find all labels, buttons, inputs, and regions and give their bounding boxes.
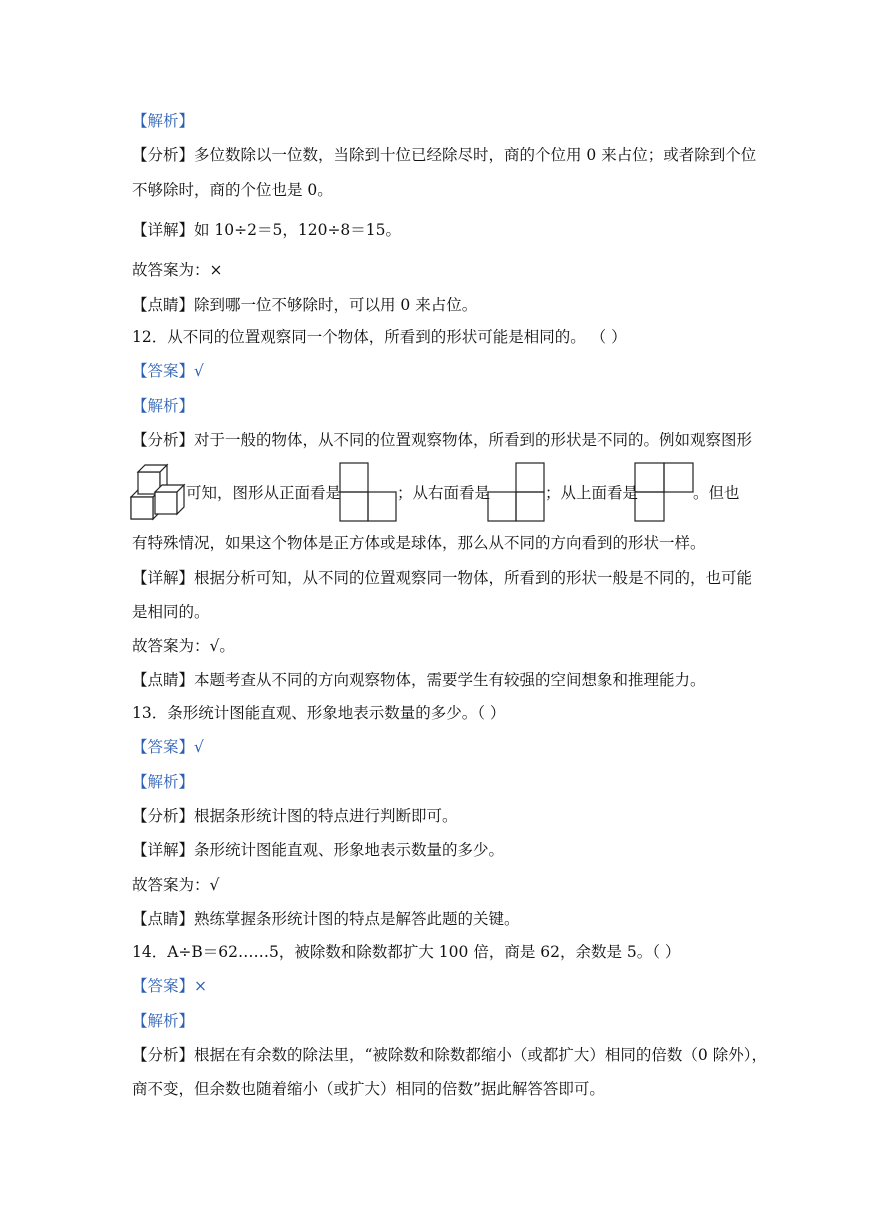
q14-analysis-line-2: 商不变，但余数也随着缩小（或扩大）相同的倍数”据此解答答即可。: [132, 1080, 605, 1098]
q13-question: 13．条形统计图能直观、形象地表示数量的多少。（ ）: [132, 704, 506, 722]
q12-analysis-line-3: 有特殊情况，如果这个物体是正方体或是球体，那么从不同的方向看到的形状一样。: [132, 534, 706, 552]
q14-answer-heading: 【答案】×: [132, 977, 207, 995]
right-view-figure: [487, 462, 545, 522]
q12-figure-text-b: ；从右面看是: [397, 484, 491, 502]
q14-question: 14．A÷B＝62……5，被除数和除数都扩大 100 倍，商是 62，余数是 5。（ ）: [132, 943, 681, 961]
q12-figure-text-a: 可知，图形从正面看是: [186, 484, 342, 502]
q11-key-point: 【点睛】除到哪一位不够除时，可以用 0 来占位。: [132, 296, 478, 314]
q12-jiexi-heading: 【解析】: [132, 397, 195, 415]
q12-analysis-line-1: 【分析】对于一般的物体，从不同的位置观察物体，所看到的形状是不同的。例如观察图形: [132, 431, 753, 449]
top-view-figure: [634, 462, 694, 522]
q11-analysis-line-1: 【分析】多位数除以一位数，当除到十位已经除尽时，商的个位用 0 来占位；或者除到个位: [132, 146, 757, 164]
q13-jiexi-heading: 【解析】: [132, 773, 195, 791]
q12-answer-heading: 【答案】√: [132, 362, 204, 380]
q12-answer: 故答案为：√。: [132, 637, 235, 655]
q12-question: 12．从不同的位置观察同一个物体，所看到的形状可能是相同的。 （ ）: [132, 328, 627, 346]
q12-detail-line-2: 是相同的。: [132, 603, 210, 621]
front-view-figure: [339, 462, 397, 522]
q12-detail-line-1: 【详解】根据分析可知，从不同的位置观察同一物体，所看到的形状一般是不同的，也可能: [132, 569, 753, 587]
cube-stack-figure: [130, 462, 186, 522]
q11-analysis-line-2: 不够除时，商的个位也是 0。: [132, 181, 333, 199]
q13-answer: 故答案为：√: [132, 876, 220, 894]
q13-detail: 【详解】条形统计图能直观、形象地表示数量的多少。: [132, 841, 505, 859]
q13-answer-heading: 【答案】√: [132, 738, 204, 756]
q11-answer: 故答案为：×: [132, 261, 223, 279]
q12-key-point: 【点睛】本题考查从不同的方向观察物体，需要学生有较强的空间想象和推理能力。: [132, 671, 706, 689]
q11-jiexi-heading: 【解析】: [132, 112, 195, 130]
q14-jiexi-heading: 【解析】: [132, 1012, 195, 1030]
q13-key-point: 【点睛】熟练掌握条形统计图的特点是解答此题的关键。: [132, 910, 520, 928]
q13-analysis: 【分析】根据条形统计图的特点进行判断即可。: [132, 807, 458, 825]
q12-figure-text-c: ；从上面看是: [545, 484, 639, 502]
q12-figure-text-d: 。但也: [693, 484, 740, 502]
q11-detail: 【详解】如 10÷2＝5，120÷8＝15。: [132, 221, 402, 239]
q14-analysis-line-1: 【分析】根据在有余数的除法里，“被除数和除数都缩小（或都扩大）相同的倍数（0 除外），: [132, 1046, 767, 1064]
